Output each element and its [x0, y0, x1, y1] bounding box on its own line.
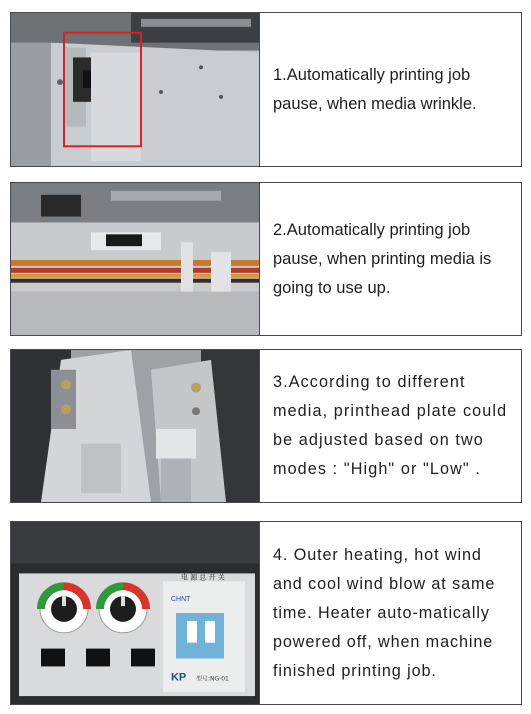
heater-control-panel-photo — [11, 522, 260, 704]
media-end-sensor-photo — [11, 183, 260, 335]
panel-title: 电 源 总 开 关 — [181, 573, 225, 582]
feature-description: 2.Automatically printing job pause, when printing media is going to use up. — [273, 220, 492, 297]
feature-text-3 — [273, 350, 515, 502]
feature-text-4 — [273, 522, 515, 704]
feature-row-4 — [10, 521, 522, 705]
feature-description: 3.According to different media, printhead plate could be adjusted based on two modes : "High" or "Low" . — [273, 373, 508, 478]
feature-description: 4. Outer heating, hot wind and cool wind blow at same time. Heater auto-matically powered off, when machine finished printing job. — [273, 545, 496, 680]
feature-description: 1.Automatically printing job pause, when media wrinkle. — [273, 65, 477, 113]
logo-text: KP — [171, 671, 187, 684]
media-wrinkle-sensor-photo — [11, 13, 260, 166]
printhead-plate-photo — [11, 350, 260, 502]
feature-row-2 — [10, 182, 522, 336]
feature-row-1 — [10, 12, 522, 167]
breaker-brand: CHNT — [171, 596, 191, 604]
feature-row-3 — [10, 349, 522, 503]
feature-text-2 — [273, 183, 515, 335]
feature-text-1 — [273, 13, 515, 166]
model-label: 型号:NG-01 — [195, 675, 229, 683]
